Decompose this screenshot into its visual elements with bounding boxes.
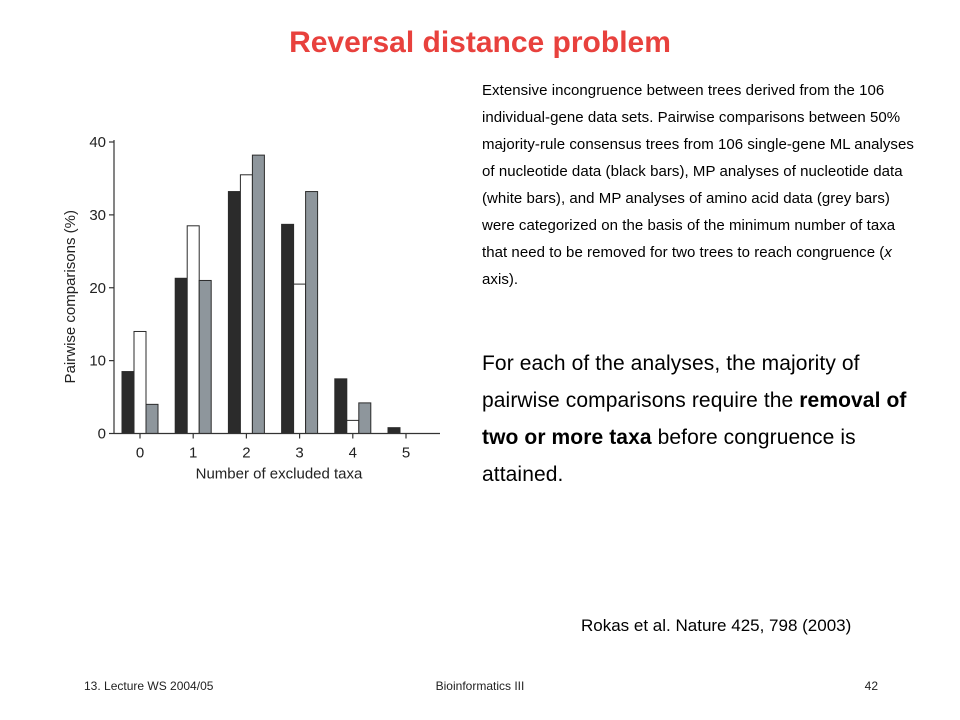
figure-caption xyxy=(482,77,922,293)
x-tick-label-3: 3 xyxy=(295,444,304,462)
summary-after: before congruence is attained. xyxy=(482,426,856,486)
y-tick-label-10: 10 xyxy=(89,352,106,370)
x-tick-label-5: 5 xyxy=(401,444,411,462)
y-tick-label-40: 40 xyxy=(89,134,106,151)
x-tick-label-4: 4 xyxy=(348,444,357,462)
bar-3-series-3 xyxy=(306,192,318,434)
bar-1-series-2 xyxy=(187,226,199,434)
bar-2-series-1 xyxy=(228,192,240,434)
bar-4-series-1 xyxy=(335,379,347,434)
bar-1-series-1 xyxy=(175,278,187,433)
bar-chart xyxy=(55,120,455,490)
caption-paragraph xyxy=(482,77,922,293)
summary-before: For each of the analyses, the majority of pairwise comparisons require the xyxy=(482,352,860,412)
axes-layer xyxy=(114,140,440,434)
y-axis-label: Pairwise comparisons (%) xyxy=(62,210,79,384)
slide-title: Reversal distance problem xyxy=(289,26,671,59)
footer-lecture: 13. Lecture WS 2004/05 xyxy=(84,679,214,693)
x-axis-label: Number of excluded taxa xyxy=(195,465,363,483)
citation: Rokas et al. Nature 425, 798 (2003) xyxy=(581,616,852,635)
x-tick-label-2: 2 xyxy=(242,444,251,462)
caption-end: axis). xyxy=(482,271,519,288)
caption-italic-x: x xyxy=(884,244,892,261)
bar-0-series-2 xyxy=(134,331,146,433)
bars-layer xyxy=(122,155,400,433)
caption-text: Extensive incongruence between trees derived from the 106 individual-gene data sets. Pairwise comparisons between 50% majority-rule consensus trees from 106 single-gene ML analyses of nucleotide data (black bars), MP analyses of nucleotide data (white bars), and MP analyses of amino acid data (grey bars) were categorized on the basis of the minimum number of taxa that need to be removed for two trees to reach congruence ( xyxy=(482,82,914,261)
bar-5-series-1 xyxy=(388,428,400,434)
footer-course: Bioinformatics III xyxy=(435,679,525,693)
summary-emphasis: removal of two or more taxa xyxy=(482,389,907,449)
bar-1-series-3 xyxy=(199,280,211,433)
bar-3-series-1 xyxy=(282,224,294,433)
x-tick-label-1: 1 xyxy=(189,444,198,462)
y-tick-label-0: 0 xyxy=(97,425,106,443)
bar-2-series-2 xyxy=(240,175,252,434)
bar-0-series-3 xyxy=(146,404,158,433)
bar-2-series-3 xyxy=(252,155,264,433)
summary-paragraph xyxy=(482,345,932,493)
summary-text xyxy=(482,345,932,493)
x-tick-label-0: 0 xyxy=(135,444,145,462)
y-tick-label-20: 20 xyxy=(89,279,106,297)
bar-0-series-1 xyxy=(122,372,134,434)
y-tick-label-30: 30 xyxy=(89,206,106,224)
bar-3-series-2 xyxy=(294,284,306,433)
bar-4-series-2 xyxy=(347,420,359,433)
footer-page-number: 42 xyxy=(864,679,878,693)
bar-4-series-3 xyxy=(359,403,371,434)
chart-svg xyxy=(55,120,455,490)
